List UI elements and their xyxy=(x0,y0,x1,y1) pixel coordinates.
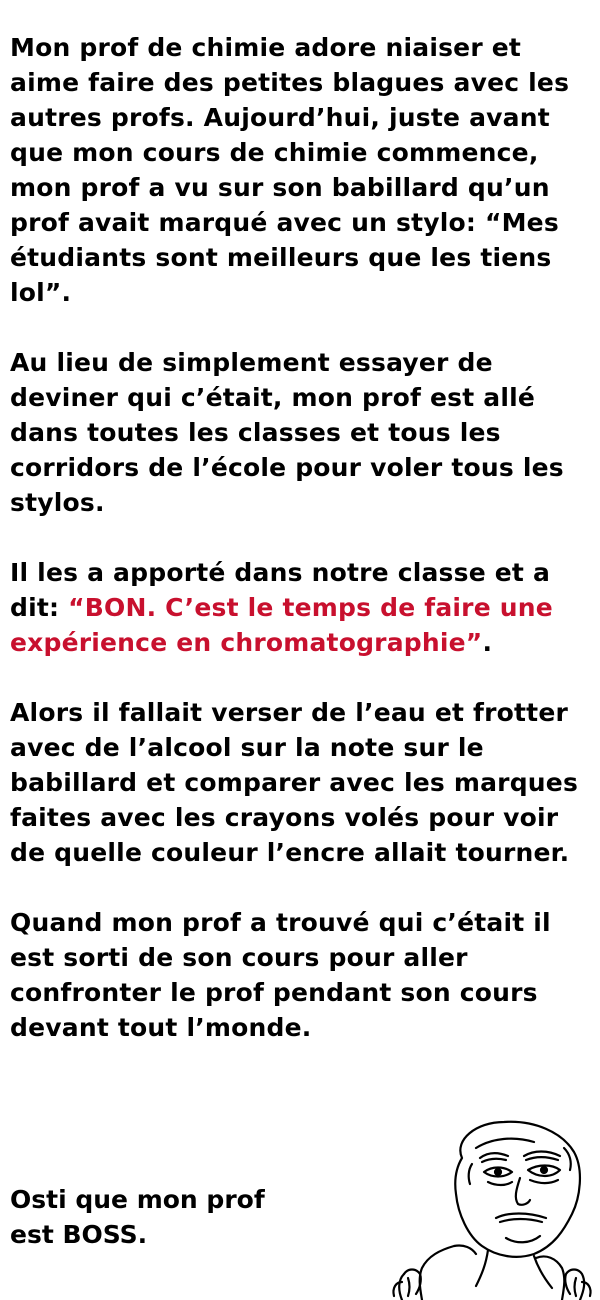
paragraph-5: Quand mon prof a trouvé qui c’était il est sorti de son cours pour aller confronter le prof pendant son cours devant tout l’monde. xyxy=(10,908,551,1042)
paragraph-4: Alors il fallait verser de l’eau et frotter avec de l’alcool sur la note sur le babillard et comparer avec les marques faites avec les crayons volés pour voir de quelle couleur l’encre allait tourner. xyxy=(10,698,579,867)
paragraph-3 xyxy=(10,555,595,660)
fuck-yea-rage-face-icon xyxy=(384,1118,600,1300)
chromatography-quote: “BON. C’est le temps de faire une expérience en chromatographie” xyxy=(10,593,553,657)
paragraph-3-intro: Il les a apporté dans notre classe et a dit: xyxy=(10,558,551,622)
ending-line-2: est BOSS. xyxy=(10,1220,148,1249)
ending-text xyxy=(10,1182,340,1252)
paragraph-2: Au lieu de simplement essayer de deviner qui c’était, mon prof est allé dans toutes les classes et tous les corridors de l’école pour voler tous les stylos. xyxy=(10,348,564,517)
paragraph-1: Mon prof de chimie adore niaiser et aime faire des petites blagues avec les autres profs. Aujourd’hui, juste avant que mon cours de chimie commence, mon prof a vu sur son babillard qu’un prof avait marqué avec un stylo: “Mes étudiants sont meilleurs que les tiens lol”. xyxy=(10,33,570,307)
story-text xyxy=(10,30,595,1080)
ending-line-1: Osti que mon prof xyxy=(10,1185,265,1214)
paragraph-3-end: . xyxy=(482,628,493,657)
